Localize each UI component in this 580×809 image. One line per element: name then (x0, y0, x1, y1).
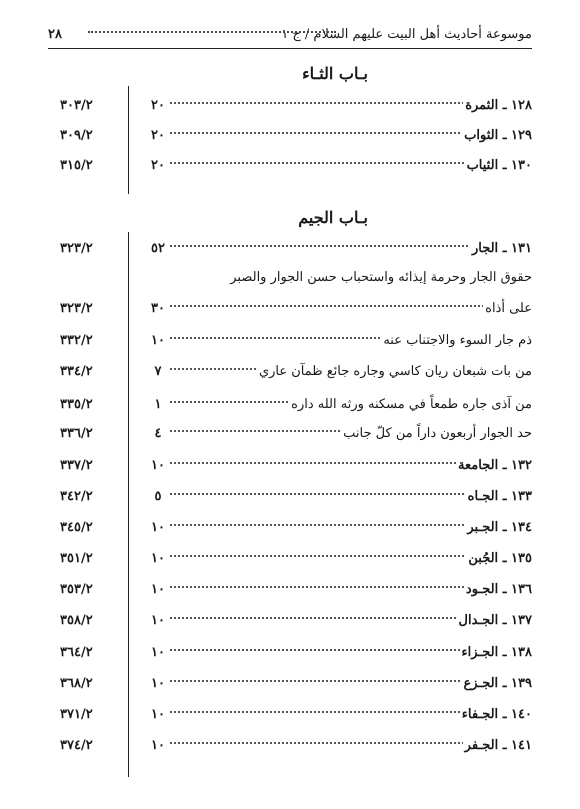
hadith-count: ١٠ (146, 673, 170, 695)
page-ref: ٣٢٣/٢ (60, 241, 93, 256)
subtopic-row[interactable] (60, 330, 532, 352)
toc-row[interactable] (60, 610, 532, 632)
hadith-count: ٢٠ (146, 95, 170, 117)
entry-label: ١٣٦ ـ الجـود (464, 579, 532, 601)
toc-row[interactable] (60, 125, 532, 147)
hadith-count: ٥٢ (146, 238, 170, 260)
subtopic-label: على أذاه (483, 298, 532, 320)
page-ref: ٣٣٢/٢ (60, 333, 93, 348)
page-ref: ٣٥١/٢ (60, 551, 93, 566)
page-ref: ٣٣٤/٢ (60, 364, 93, 379)
hadith-count: ١٠ (146, 704, 170, 726)
page-ref: ٣٦٨/٢ (60, 676, 93, 691)
subtopic-row[interactable] (60, 298, 532, 320)
page-ref: ٣٢٣/٢ (60, 301, 93, 316)
hadith-count: ١٠ (146, 610, 170, 632)
entry-label: ١٣١ ـ الجار (470, 238, 532, 260)
page-ref: ٣٣٦/٢ (60, 426, 93, 441)
book-title: موسوعة أحاديث أهل البيت عليهم السلام / ج ١ (281, 27, 532, 42)
page-ref: ٣٧١/٢ (60, 707, 93, 722)
hadith-count: ٢٠ (146, 155, 170, 177)
page-ref: ٣٠٣/٢ (60, 98, 93, 113)
hadith-count: ٧ (146, 361, 170, 383)
toc-row[interactable] (60, 517, 532, 539)
toc-row[interactable] (60, 735, 532, 757)
page-ref: ٣٤٥/٢ (60, 520, 93, 535)
subheading: حقوق الجار وحرمة إيذائه واستحباب حسن الجوار والصبر (230, 270, 532, 285)
page-ref: ٣٦٤/٢ (60, 645, 93, 660)
page-ref: ٣٤٢/٢ (60, 489, 93, 504)
entry-label: ١٣٨ ـ الجـزاء (460, 642, 532, 664)
page-ref: ٣٠٩/٢ (60, 128, 93, 143)
hadith-count: ٤ (146, 423, 170, 445)
toc-row[interactable] (60, 673, 532, 695)
hadith-count: ١٠ (146, 455, 170, 477)
entry-label: ١٢٨ ـ الثمرة (463, 95, 532, 117)
hadith-count: ١٠ (146, 642, 170, 664)
entry-label: ١٣٢ ـ الجامعة (456, 455, 532, 477)
toc-row[interactable] (60, 486, 532, 508)
page-ref: ٣٧٤/٢ (60, 738, 93, 753)
hadith-count: ١٠ (146, 517, 170, 539)
toc-row[interactable] (60, 238, 532, 260)
page-ref: ٣٣٧/٢ (60, 458, 93, 473)
toc-row[interactable] (60, 579, 532, 601)
entry-label: ١٣٥ ـ الجُبن (466, 548, 532, 570)
toc-row[interactable] (60, 548, 532, 570)
entry-label: ١٣٠ ـ الثياب (465, 155, 532, 177)
toc-row[interactable] (60, 642, 532, 664)
entry-label: ١٣٤ ـ الجـبر (465, 517, 532, 539)
hadith-count: ٢٠ (146, 125, 170, 147)
entry-label: ١٤٠ ـ الجـفاء (460, 704, 532, 726)
hadith-count: ١٠ (146, 330, 170, 352)
toc-row[interactable] (60, 455, 532, 477)
entry-label: ١٢٩ ـ الثواب (462, 125, 532, 147)
entry-label: ١٣٩ ـ الجـزع (461, 673, 532, 695)
section-title: بـاب الثـاء (302, 64, 368, 83)
header-leader (88, 31, 336, 33)
subtopic-row[interactable] (60, 394, 532, 416)
subtopic-label: من بات شبعان ريان كاسي وجاره جائع ظمآن عاري (257, 361, 532, 383)
section-title: بـاب الجيم (298, 208, 368, 227)
hadith-count: ١٠ (146, 735, 170, 757)
subtopic-row[interactable] (60, 423, 532, 445)
entry-label: ١٣٧ ـ الجـدال (457, 610, 532, 632)
hadith-count: ١٠ (146, 548, 170, 570)
page-ref: ٣٣٥/٢ (60, 397, 93, 412)
page-ref: ٣٥٨/٢ (60, 613, 93, 628)
toc-row[interactable] (60, 155, 532, 177)
running-header (48, 22, 532, 49)
hadith-count: ١ (146, 394, 170, 416)
hadith-count: ٥ (146, 486, 170, 508)
hadith-count: ٣٠ (146, 298, 170, 320)
toc-row[interactable] (60, 704, 532, 726)
page-ref: ٣٥٣/٢ (60, 582, 93, 597)
subtopic-row[interactable] (60, 361, 532, 383)
toc-row[interactable] (60, 95, 532, 117)
hadith-count: ١٠ (146, 579, 170, 601)
page-ref: ٣١٥/٢ (60, 158, 93, 173)
entry-label: ١٤١ ـ الجـفر (463, 735, 532, 757)
page-number: ٢٨ (48, 27, 62, 42)
subtopic-label: من آذى جاره طمعاً في مسكنه ورثه الله داره (289, 394, 532, 416)
subtopic-label: حد الجوار أربعون داراً من كلّ جانب (341, 423, 532, 445)
dot-leader (170, 305, 532, 307)
entry-label: ١٣٣ ـ الجـاه (466, 486, 532, 508)
subtopic-label: ذم جار السوء والاجتناب عنه (381, 330, 532, 352)
